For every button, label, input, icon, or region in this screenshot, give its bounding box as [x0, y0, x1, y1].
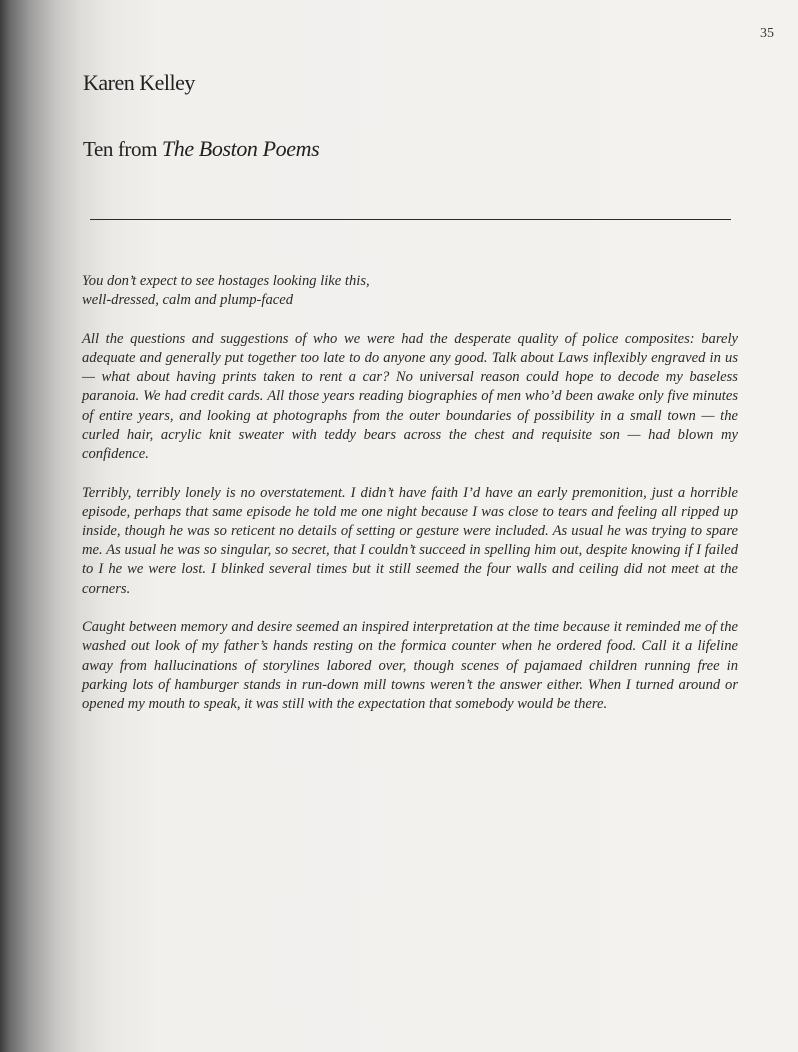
- page-number: 35: [760, 26, 774, 41]
- section-divider: [90, 219, 731, 220]
- poem-body: [82, 272, 738, 734]
- epigraph-line-2: well-dressed, calm and plump-faced: [82, 292, 294, 309]
- paragraph-3: Caught between memory and desire seemed an inspired interpretation at the time because it reminded me of the washed out look of my father’s hands resting on the formica counter when he ordered food. Call it a lifeline away from hallucinations of storylines labored over, though scenes of pajamaed children running free in parking lots of hamburger stands in run-down mill towns weren’t the answer either. When I turned around or opened my mouth to speak, it was still with the expectation that somebody would be there.: [82, 619, 738, 713]
- title-prefix: Ten from: [83, 137, 162, 161]
- title-italic: The Boston Poems: [161, 136, 320, 161]
- author-name: Karen Kelley: [83, 70, 195, 95]
- epigraph: [82, 272, 738, 310]
- paragraph-1: All the questions and suggestions of who we were had the desperate quality of police composites: barely adequate and generally put together too late to do anyone any good. Talk about Laws inflexibly engraved in us — what about having prints taken to rent a car? No universal reason could hope to decode my baseless paranoia. We had credit cards. All those years reading biographies of men who’d been awake only five minutes of entire years, and looking at photographs from the outer boundaries of possibility in a small town — the curled hair, acrylic knit sweater with teddy bears across the chest and requisite son — had blown my confidence.: [82, 330, 738, 463]
- poem-title: [83, 136, 319, 162]
- epigraph-line-1: You don’t expect to see hostages looking like this,: [82, 273, 370, 289]
- paragraph-2: Terribly, terribly lonely is no overstatement. I didn’t have faith I’d have an early premonition, just a horrible episode, perhaps that same episode he told me one night because I was close to tears and feeling all ripped up inside, though he was so reticent no details of setting or gesture were included. As usual he was trying to spare me. As usual he was so singular, so secret, that I couldn’t succeed in spelling him out, despite knowing if I failed to I he we were lost. I blinked several times but it still seemed the four walls and ceiling did not meet at the corners.: [82, 484, 738, 597]
